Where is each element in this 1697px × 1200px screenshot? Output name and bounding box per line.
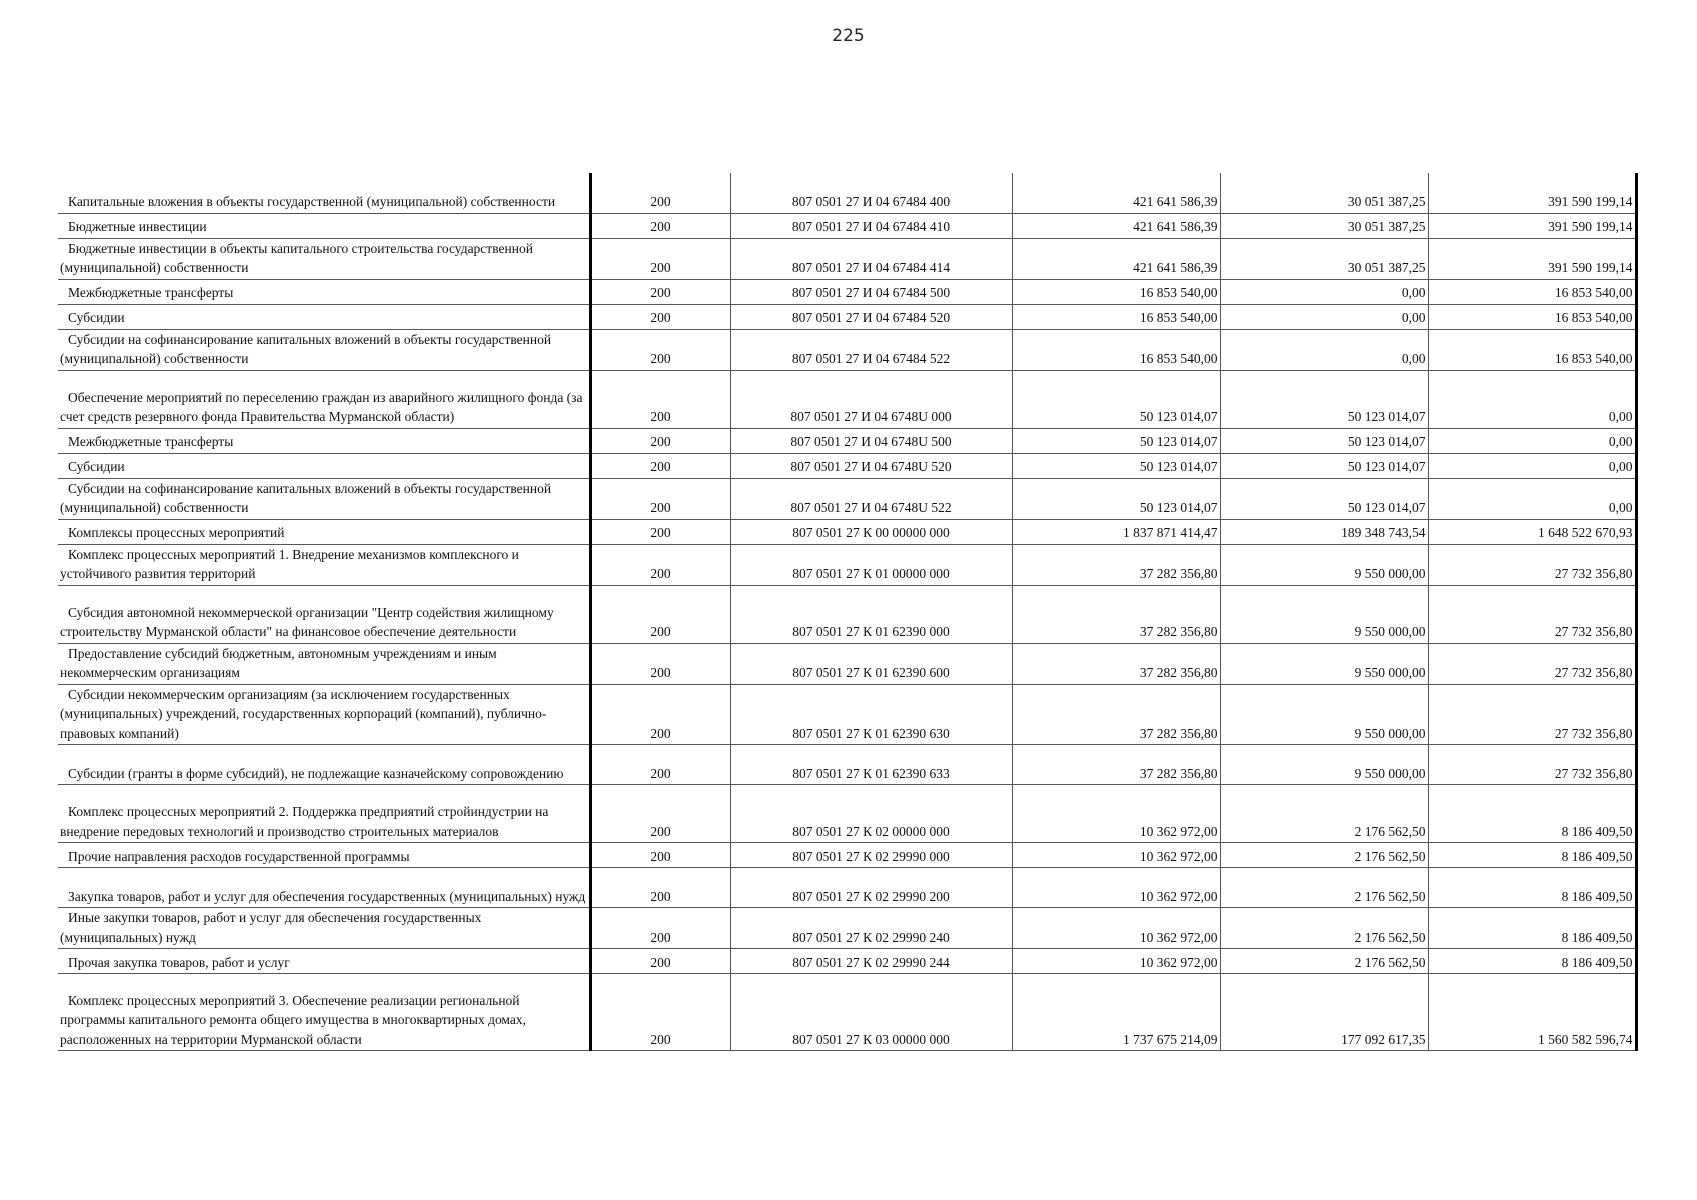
row-code-cell: 200: [590, 478, 730, 519]
row-name-cell: [58, 370, 590, 428]
row-classification-cell: 807 0501 27 К 02 29990 244: [730, 949, 1012, 974]
row-value-1-cell: 10 362 972,00: [1012, 868, 1220, 908]
row-code-cell: 200: [590, 843, 730, 868]
row-value-2-cell: 50 123 014,07: [1220, 478, 1428, 519]
row-name-text: Межбюджетные трансферты: [68, 285, 234, 300]
row-value-2-cell: 2 176 562,50: [1220, 843, 1428, 868]
row-code-cell: 200: [590, 684, 730, 745]
row-value-3-cell: 16 853 540,00: [1428, 304, 1636, 329]
row-code-cell: 200: [590, 428, 730, 453]
table-row: [58, 868, 1636, 908]
row-value-2-cell: 9 550 000,00: [1220, 684, 1428, 745]
row-value-2-cell: 50 123 014,07: [1220, 428, 1428, 453]
table-row: [58, 213, 1636, 238]
row-classification-cell: 807 0501 27 К 01 62390 630: [730, 684, 1012, 745]
row-name-text: Субсидии на софинансирование капитальных вложений в объекты государственной (муниципальной) собственности: [60, 331, 552, 366]
row-code-cell: 200: [590, 279, 730, 304]
row-value-2-cell: 9 550 000,00: [1220, 585, 1428, 643]
table-row: [58, 478, 1636, 519]
row-name-text: Обеспечение мероприятий по переселению граждан из аварийного жилищного фонда (за счет средств резервного фонда Правительства Мурманской области): [60, 389, 583, 424]
row-name-text: Комплексы процессных мероприятий: [68, 525, 285, 540]
row-name-text: Иные закупки товаров, работ и услуг для обеспечения государственных (муниципальных) нужд: [60, 910, 482, 945]
table-row: [58, 279, 1636, 304]
row-name-text: Предоставление субсидий бюджетным, автономным учреждениям и иным некоммерческим организациям: [60, 645, 497, 680]
row-value-1-cell: 1 837 871 414,47: [1012, 519, 1220, 544]
row-name-cell: [58, 643, 590, 684]
row-classification-cell: 807 0501 27 И 04 6748U 520: [730, 453, 1012, 478]
table-row: [58, 843, 1636, 868]
row-value-3-cell: 16 853 540,00: [1428, 329, 1636, 370]
row-classification-cell: 807 0501 27 К 01 00000 000: [730, 544, 1012, 585]
row-value-1-cell: 16 853 540,00: [1012, 304, 1220, 329]
row-name-text: Субсидии на софинансирование капитальных вложений в объекты государственной (муниципальной) собственности: [60, 480, 552, 515]
table-row: [58, 544, 1636, 585]
row-name-cell: [58, 745, 590, 785]
row-code-cell: 200: [590, 173, 730, 213]
row-value-2-cell: 50 123 014,07: [1220, 453, 1428, 478]
row-value-1-cell: 50 123 014,07: [1012, 453, 1220, 478]
row-name-cell: [58, 908, 590, 949]
row-code-cell: 200: [590, 213, 730, 238]
row-value-2-cell: 9 550 000,00: [1220, 745, 1428, 785]
row-classification-cell: 807 0501 27 К 00 00000 000: [730, 519, 1012, 544]
row-code-cell: 200: [590, 238, 730, 279]
row-name-text: Межбюджетные трансферты: [68, 434, 234, 449]
row-value-3-cell: 8 186 409,50: [1428, 868, 1636, 908]
table-row: [58, 643, 1636, 684]
row-name-text: Комплекс процессных мероприятий 3. Обеспечение реализации региональной программы капитального ремонта общего имущества в многоквартирных домах, расположенных на территории Мурманской области: [60, 992, 527, 1047]
row-code-cell: 200: [590, 745, 730, 785]
row-value-1-cell: 10 362 972,00: [1012, 908, 1220, 949]
row-code-cell: 200: [590, 370, 730, 428]
table-row: [58, 684, 1636, 745]
row-value-1-cell: 37 282 356,80: [1012, 684, 1220, 745]
row-code-cell: 200: [590, 453, 730, 478]
row-name-text: Закупка товаров, работ и услуг для обеспечения государственных (муниципальных) нужд: [68, 888, 586, 904]
row-value-1-cell: 37 282 356,80: [1012, 544, 1220, 585]
table-row: [58, 238, 1636, 279]
row-value-1-cell: 421 641 586,39: [1012, 173, 1220, 213]
row-classification-cell: 807 0501 27 К 01 62390 000: [730, 585, 1012, 643]
row-value-1-cell: 421 641 586,39: [1012, 213, 1220, 238]
row-value-2-cell: 0,00: [1220, 329, 1428, 370]
row-code-cell: 200: [590, 519, 730, 544]
row-code-cell: 200: [590, 329, 730, 370]
row-code-cell: 200: [590, 643, 730, 684]
row-classification-cell: 807 0501 27 К 02 00000 000: [730, 785, 1012, 843]
row-value-1-cell: 37 282 356,80: [1012, 745, 1220, 785]
table-row: [58, 949, 1636, 974]
row-name-cell: [58, 843, 590, 868]
row-code-cell: 200: [590, 908, 730, 949]
row-classification-cell: 807 0501 27 И 04 67484 400: [730, 173, 1012, 213]
row-classification-cell: 807 0501 27 К 02 29990 000: [730, 843, 1012, 868]
row-value-2-cell: 2 176 562,50: [1220, 785, 1428, 843]
row-value-1-cell: 50 123 014,07: [1012, 370, 1220, 428]
row-value-1-cell: 37 282 356,80: [1012, 585, 1220, 643]
row-code-cell: 200: [590, 585, 730, 643]
page-number: 225: [832, 26, 865, 46]
table-row: [58, 974, 1636, 1051]
row-value-2-cell: 2 176 562,50: [1220, 868, 1428, 908]
row-value-3-cell: 391 590 199,14: [1428, 238, 1636, 279]
row-value-2-cell: 9 550 000,00: [1220, 643, 1428, 684]
table-row: [58, 453, 1636, 478]
row-code-cell: 200: [590, 544, 730, 585]
table-row: [58, 745, 1636, 785]
row-value-3-cell: 27 732 356,80: [1428, 643, 1636, 684]
table-row: [58, 585, 1636, 643]
row-value-3-cell: 8 186 409,50: [1428, 908, 1636, 949]
row-value-3-cell: 0,00: [1428, 478, 1636, 519]
row-value-1-cell: 16 853 540,00: [1012, 329, 1220, 370]
row-name-cell: [58, 213, 590, 238]
row-name-text: Субсидии (гранты в форме субсидий), не подлежащие казначейскому сопровождению: [68, 765, 564, 781]
row-classification-cell: 807 0501 27 И 04 67484 414: [730, 238, 1012, 279]
row-name-cell: [58, 329, 590, 370]
row-name-cell: [58, 428, 590, 453]
row-value-3-cell: 8 186 409,50: [1428, 949, 1636, 974]
row-name-cell: [58, 544, 590, 585]
row-name-text: Капитальные вложения в объекты государственной (муниципальной) собственности: [68, 194, 556, 209]
row-name-cell: [58, 684, 590, 745]
row-value-1-cell: 37 282 356,80: [1012, 643, 1220, 684]
row-value-3-cell: 27 732 356,80: [1428, 684, 1636, 745]
row-value-3-cell: 0,00: [1428, 370, 1636, 428]
row-classification-cell: 807 0501 27 И 04 6748U 000: [730, 370, 1012, 428]
row-value-2-cell: 30 051 387,25: [1220, 173, 1428, 213]
row-name-cell: [58, 453, 590, 478]
row-classification-cell: 807 0501 27 И 04 67484 410: [730, 213, 1012, 238]
row-classification-cell: 807 0501 27 И 04 67484 520: [730, 304, 1012, 329]
row-value-1-cell: 50 123 014,07: [1012, 428, 1220, 453]
row-value-3-cell: 16 853 540,00: [1428, 279, 1636, 304]
row-value-3-cell: 27 732 356,80: [1428, 585, 1636, 643]
row-value-2-cell: 2 176 562,50: [1220, 949, 1428, 974]
row-code-cell: 200: [590, 974, 730, 1051]
row-name-text: Субсидии: [68, 310, 125, 325]
row-value-2-cell: 30 051 387,25: [1220, 238, 1428, 279]
row-value-3-cell: 391 590 199,14: [1428, 213, 1636, 238]
table-row: [58, 304, 1636, 329]
row-name-cell: [58, 974, 590, 1051]
table-row: [58, 428, 1636, 453]
table-row: [58, 519, 1636, 544]
row-value-2-cell: 0,00: [1220, 304, 1428, 329]
row-value-2-cell: 2 176 562,50: [1220, 908, 1428, 949]
row-name-cell: [58, 478, 590, 519]
row-value-3-cell: 1 648 522 670,93: [1428, 519, 1636, 544]
table-row: [58, 370, 1636, 428]
row-code-cell: 200: [590, 949, 730, 974]
row-value-2-cell: 9 550 000,00: [1220, 544, 1428, 585]
row-code-cell: 200: [590, 868, 730, 908]
row-classification-cell: 807 0501 27 И 04 67484 522: [730, 329, 1012, 370]
row-value-2-cell: 177 092 617,35: [1220, 974, 1428, 1051]
row-name-text: Субсидия автономной некоммерческой организации "Центр содействия жилищному строительству Мурманской области" на финансовое обеспечение деятельности: [60, 604, 554, 639]
row-name-text: Прочие направления расходов государственной программы: [68, 848, 410, 864]
table-row: [58, 785, 1636, 843]
row-value-3-cell: 27 732 356,80: [1428, 745, 1636, 785]
row-classification-cell: 807 0501 27 К 02 29990 240: [730, 908, 1012, 949]
row-value-1-cell: 10 362 972,00: [1012, 843, 1220, 868]
row-classification-cell: 807 0501 27 К 01 62390 633: [730, 745, 1012, 785]
row-value-3-cell: 8 186 409,50: [1428, 843, 1636, 868]
row-value-1-cell: 1 737 675 214,09: [1012, 974, 1220, 1051]
row-name-cell: [58, 173, 590, 213]
row-value-3-cell: 0,00: [1428, 453, 1636, 478]
row-classification-cell: 807 0501 27 И 04 6748U 522: [730, 478, 1012, 519]
row-name-cell: [58, 238, 590, 279]
row-classification-cell: 807 0501 27 К 03 00000 000: [730, 974, 1012, 1051]
row-value-2-cell: 50 123 014,07: [1220, 370, 1428, 428]
row-value-1-cell: 16 853 540,00: [1012, 279, 1220, 304]
row-name-text: Комплекс процессных мероприятий 2. Поддержка предприятий стройиндустрии на внедрение передовых технологий и производство строительных материалов: [60, 804, 549, 839]
budget-table: [58, 173, 1638, 1051]
row-value-2-cell: 0,00: [1220, 279, 1428, 304]
row-value-1-cell: 421 641 586,39: [1012, 238, 1220, 279]
row-name-text: Прочая закупка товаров, работ и услуг: [68, 954, 290, 970]
row-value-3-cell: 0,00: [1428, 428, 1636, 453]
row-value-2-cell: 30 051 387,25: [1220, 213, 1428, 238]
row-classification-cell: 807 0501 27 К 01 62390 600: [730, 643, 1012, 684]
row-value-3-cell: 391 590 199,14: [1428, 173, 1636, 213]
row-name-text: Бюджетные инвестиции в объекты капитального строительства государственной (муниципальной) собственности: [60, 240, 533, 275]
table-row: [58, 329, 1636, 370]
row-name-cell: [58, 949, 590, 974]
row-classification-cell: 807 0501 27 И 04 6748U 500: [730, 428, 1012, 453]
table-row: [58, 908, 1636, 949]
row-name-cell: [58, 868, 590, 908]
row-name-cell: [58, 279, 590, 304]
row-name-text: Комплекс процессных мероприятий 1. Внедрение механизмов комплексного и устойчивого развития территорий: [60, 546, 519, 581]
row-name-cell: [58, 519, 590, 544]
row-value-1-cell: 10 362 972,00: [1012, 785, 1220, 843]
row-code-cell: 200: [590, 785, 730, 843]
row-name-cell: [58, 304, 590, 329]
row-name-text: Субсидии некоммерческим организациям (за исключением государственных (муниципальных) учреждений, государственных корпораций (компаний), публично-правовых компаний): [60, 686, 547, 741]
row-name-cell: [58, 585, 590, 643]
row-value-3-cell: 1 560 582 596,74: [1428, 974, 1636, 1051]
row-classification-cell: 807 0501 27 К 02 29990 200: [730, 868, 1012, 908]
row-name-text: Бюджетные инвестиции: [68, 219, 207, 234]
row-code-cell: 200: [590, 304, 730, 329]
row-value-3-cell: 27 732 356,80: [1428, 544, 1636, 585]
row-classification-cell: 807 0501 27 И 04 67484 500: [730, 279, 1012, 304]
row-value-1-cell: 10 362 972,00: [1012, 949, 1220, 974]
budget-table-body: [58, 173, 1636, 1051]
row-value-1-cell: 50 123 014,07: [1012, 478, 1220, 519]
row-name-text: Субсидии: [68, 459, 125, 474]
row-value-2-cell: 189 348 743,54: [1220, 519, 1428, 544]
row-name-cell: [58, 785, 590, 843]
row-value-3-cell: 8 186 409,50: [1428, 785, 1636, 843]
table-row: [58, 173, 1636, 213]
